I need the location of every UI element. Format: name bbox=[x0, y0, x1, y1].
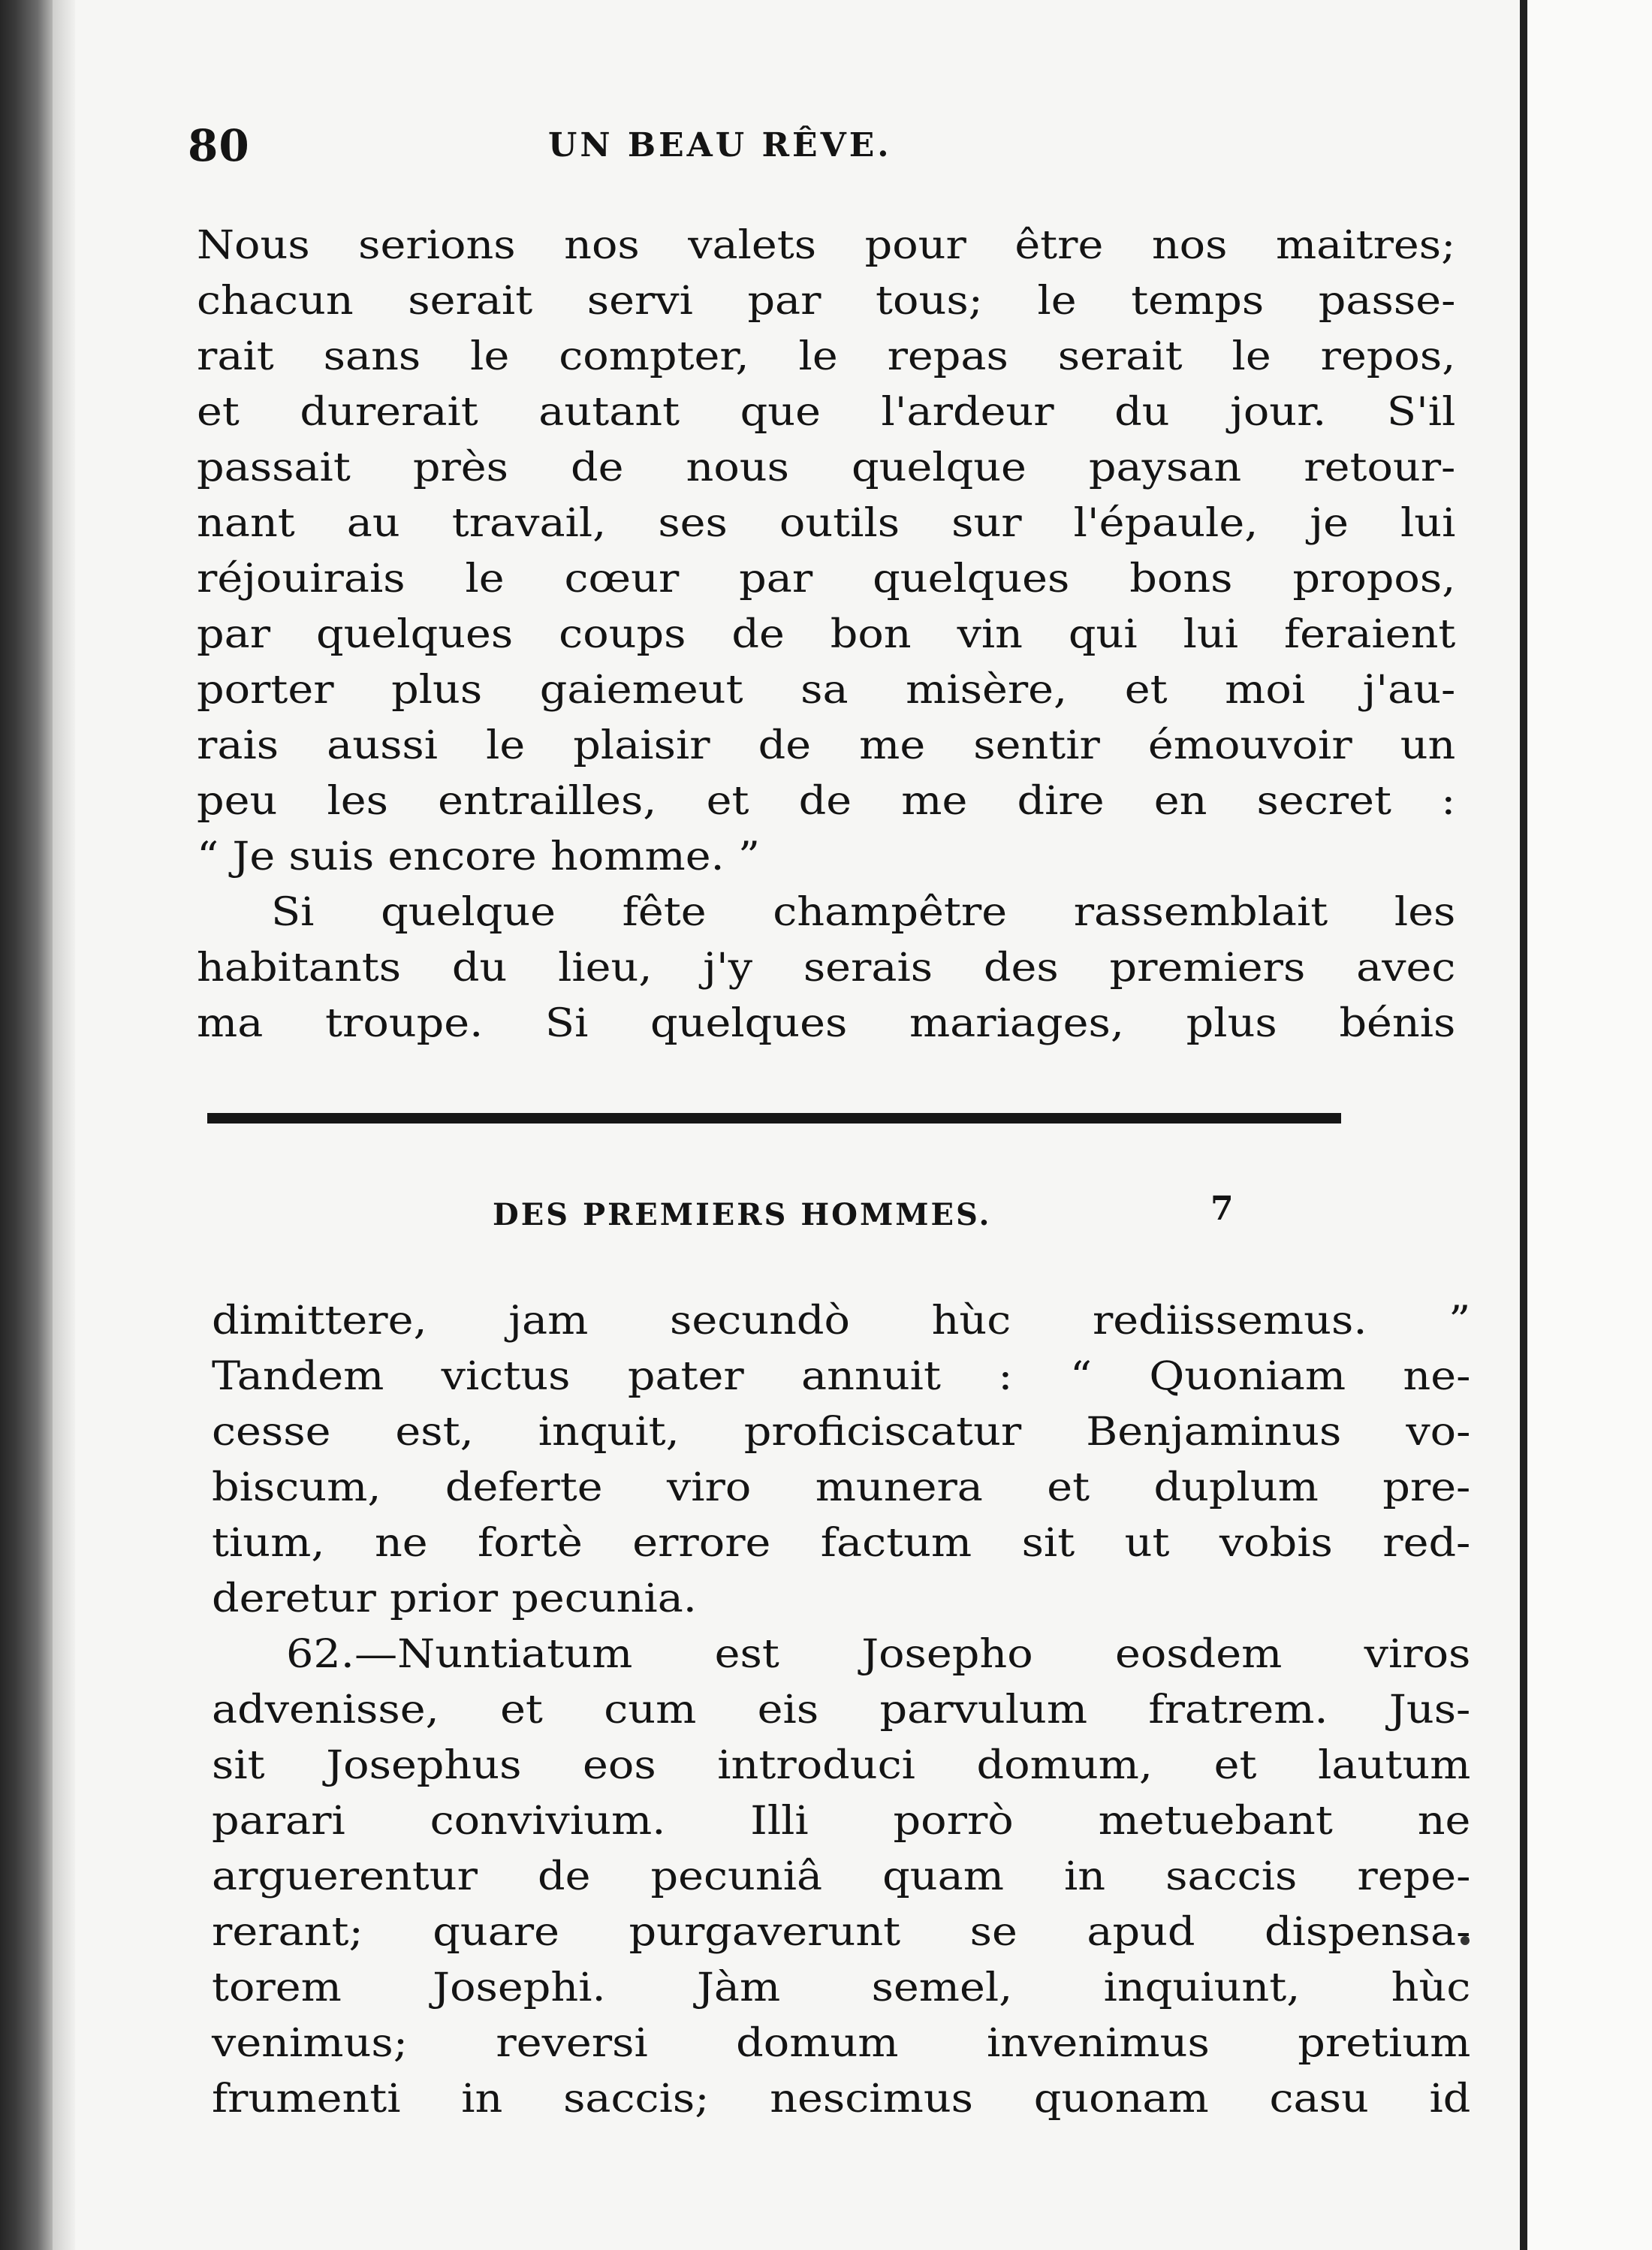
text-line: par quelques coups de bon vin qui lui feraient bbox=[197, 612, 1456, 657]
text-line: frumenti in saccis; nescimus quonam casu id bbox=[212, 2077, 1471, 2122]
text-line: sit Josephus eos introduci domum, et lautum bbox=[212, 1743, 1471, 1788]
page-number: 80 bbox=[188, 120, 250, 171]
page-header bbox=[188, 120, 1442, 173]
text-line: habitants du lieu, j'y serais des premiers avec bbox=[197, 946, 1456, 991]
text-line: cesse est, inquit, proficiscatur Benjaminus vo- bbox=[212, 1410, 1471, 1455]
text-line: torem Josephi. Jàm semel, inquiunt, hùc bbox=[212, 1965, 1471, 2010]
section-mark: 7 bbox=[1210, 1190, 1234, 1228]
text-line: Tandem victus pater annuit : “ Quoniam ne- bbox=[212, 1354, 1471, 1399]
right-page-edge-rule bbox=[1520, 0, 1527, 2250]
text-line: tium, ne fortè errore factum sit ut vobis red- bbox=[212, 1521, 1471, 1566]
text-line: dimittere, jam secundò hùc rediissemus. ” bbox=[212, 1298, 1471, 1344]
text-line: porter plus gaiemeut sa misère, et moi j'au- bbox=[197, 668, 1456, 713]
book-binding-edge bbox=[0, 0, 53, 2250]
text-line: parari convivium. Illi porrò metuebant ne bbox=[212, 1799, 1471, 1844]
text-line: rait sans le compter, le repas serait le repos, bbox=[197, 334, 1456, 379]
text-line: chacun serait servi par tous; le temps passe- bbox=[197, 279, 1456, 324]
text-line: et durerait autant que l'ardeur du jour. S'il bbox=[197, 390, 1456, 435]
latin-text-block bbox=[212, 1293, 1470, 2127]
text-line: ma troupe. Si quelques mariages, plus bénis bbox=[197, 1001, 1456, 1046]
text-line: Nous serions nos valets pour être nos maitres; bbox=[197, 223, 1456, 268]
text-line: nant au travail, ses outils sur l'épaule, je lui bbox=[197, 501, 1456, 546]
right-margin bbox=[1527, 0, 1652, 2250]
text-line: 62.—Nuntiatum est Josepho eosdem viros bbox=[286, 1632, 1471, 1677]
text-line: rais aussi le plaisir de me sentir émouvoir un bbox=[197, 723, 1456, 768]
section-divider-rule bbox=[207, 1113, 1341, 1123]
text-line: réjouirais le cœur par quelques bons propos, bbox=[197, 556, 1456, 602]
section-heading: DES PREMIERS HOMMES. bbox=[493, 1197, 992, 1232]
text-line: biscum, deferte viro munera et duplum pre- bbox=[212, 1465, 1471, 1510]
text-line: venimus; reversi domum invenimus pretium bbox=[212, 2021, 1471, 2066]
text-line: arguerentur de pecuniâ quam in saccis repe- bbox=[212, 1854, 1471, 1899]
text-line: deretur prior pecunia. bbox=[212, 1576, 697, 1621]
text-line: advenisse, et cum eis parvulum fratrem. Jus- bbox=[212, 1688, 1471, 1733]
running-head: UN BEAU RÊVE. bbox=[548, 126, 892, 164]
latin-paragraph-2 bbox=[212, 1627, 1470, 2127]
text-line: Si quelque fête champêtre rassemblait les bbox=[271, 890, 1456, 935]
text-line: peu les entrailles, et de me dire en secret : bbox=[197, 779, 1456, 824]
latin-paragraph-1 bbox=[212, 1293, 1470, 1627]
french-paragraph-1 bbox=[197, 218, 1455, 885]
text-line: rerant; quare purgaverunt se apud dispensa- bbox=[212, 1910, 1471, 1955]
text-line: passait près de nous quelque paysan retour- bbox=[197, 445, 1456, 490]
french-text-block bbox=[197, 218, 1455, 1051]
text-line: “ Je suis encore homme. ” bbox=[197, 834, 761, 879]
french-paragraph-2 bbox=[197, 885, 1455, 1051]
page-gutter bbox=[53, 0, 75, 2250]
